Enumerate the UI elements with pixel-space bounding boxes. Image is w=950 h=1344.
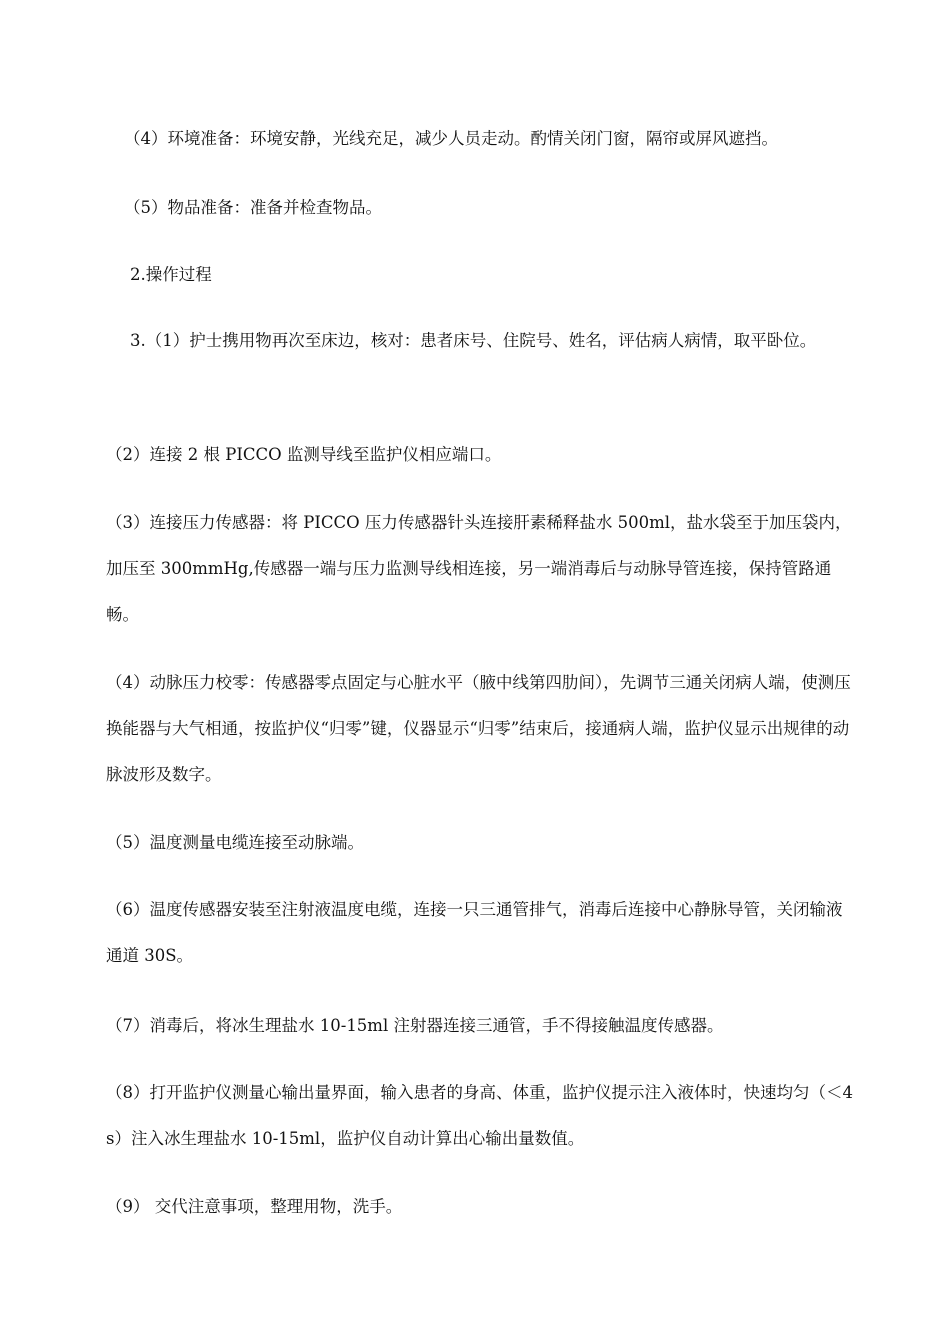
paragraph-text: （8）打开监护仪测量心输出量界面，输入患者的身高、体重，监护仪提示注入液体时，快速均匀（＜4s）注入冰生理盐水 10-15ml，监护仪自动计算出心输出量数值。 bbox=[106, 1083, 853, 1148]
paragraph-text: （6）温度传感器安装至注射液温度电缆，连接一只三通管排气，消毒后连接中心静脉导管，关闭输液通道 30S。 bbox=[106, 900, 843, 965]
heading-text: 2.操作过程 bbox=[130, 265, 212, 284]
paragraph-text: （4）动脉压力校零：传感器零点固定与心脏水平（腋中线第四肋间），先调节三通关闭病人端，使测压换能器与大气相通，按监护仪“归零”键，仪器显示“归零”结束后，接通病人端，监护仪显示出规律的动脉波形及数字。 bbox=[106, 673, 851, 784]
paragraph-step-6 bbox=[106, 887, 854, 979]
paragraph-supplies-prep bbox=[124, 185, 872, 231]
paragraph-text: （7）消毒后，将冰生理盐水 10-15ml 注射器连接三通管，手不得接触温度传感器。 bbox=[106, 1016, 724, 1035]
paragraph-text: （3）连接压力传感器：将 PICCO 压力传感器针头连接肝素稀释盐水 500ml，盐水袋至于加压袋内，加压至 300mmHg,传感器一端与压力监测导线相连接，另一端消毒后与动脉导管连接，保持管路通畅。 bbox=[106, 513, 852, 624]
paragraph-environment-prep bbox=[124, 116, 872, 162]
paragraph-step-4 bbox=[106, 660, 854, 798]
paragraph-step-2 bbox=[106, 432, 854, 478]
paragraph-step-9 bbox=[106, 1184, 854, 1230]
paragraph-step-1 bbox=[130, 318, 856, 364]
paragraph-text: （9） 交代注意事项，整理用物，洗手。 bbox=[106, 1197, 403, 1216]
paragraph-step-3 bbox=[106, 500, 854, 638]
paragraph-text: （5）温度测量电缆连接至动脉端。 bbox=[106, 833, 364, 852]
paragraph-step-8 bbox=[106, 1070, 854, 1162]
paragraph-text: 3.（1）护士携用物再次至床边，核对：患者床号、住院号、姓名，评估病人病情，取平卧位。 bbox=[130, 331, 817, 350]
section-heading-procedure bbox=[130, 252, 878, 298]
paragraph-text: （5）物品准备：准备并检查物品。 bbox=[124, 198, 382, 217]
paragraph-text: （2）连接 2 根 PICCO 监测导线至监护仪相应端口。 bbox=[106, 445, 502, 464]
paragraph-text: （4）环境准备：环境安静，光线充足，减少人员走动。酌情关闭门窗，隔帘或屏风遮挡。 bbox=[124, 129, 778, 148]
paragraph-step-7 bbox=[106, 1003, 854, 1049]
paragraph-step-5 bbox=[106, 820, 854, 866]
